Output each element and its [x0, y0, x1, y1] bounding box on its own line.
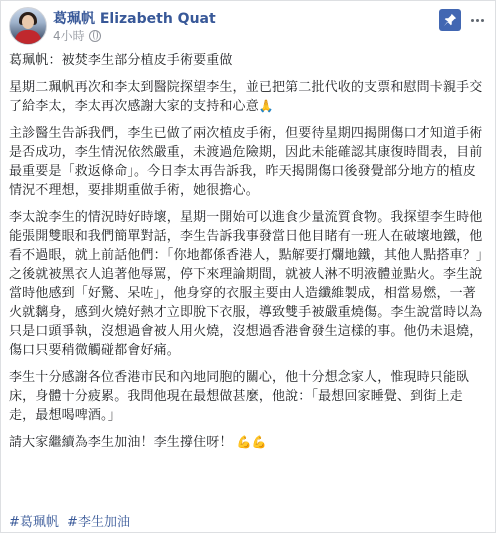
author-avatar[interactable]	[9, 7, 47, 45]
pin-icon	[443, 13, 457, 27]
post-meta	[53, 27, 101, 44]
post-headline: 葛珮帆：被焚李生部分植皮手術要重做	[9, 53, 233, 68]
author-name[interactable]: 葛珮帆 Elizabeth Quat	[53, 11, 216, 27]
post-header	[9, 7, 487, 43]
pin-button[interactable]	[439, 9, 461, 31]
post-paragraph: 李生十分感謝各位香港市民和內地同胞的關心，他十分想念家人，惟現時只能臥床，身體十分疲累。我問他現在最想做甚麼，他說：「最想回家睡覺、到街上走走，最想喝啤酒。」	[9, 370, 470, 423]
hashtag-link[interactable]: #李生加油	[67, 515, 130, 530]
post-paragraph: 李太說李生的情況時好時壞，星期一開始可以進食少量流質食物。我探望李生時他能張開雙眼和我們簡單對話，李生告訴我事發當日他目睹有一班人在破壞地鐵，他看不過眼，就上前話他們：「你地都係香港人，點解要打爛地鐵，其他人點搭車？」之後就被黑衣人追著他辱罵，停下來理論期間，就被人淋不明液體並點火。李生說當時他感到「好驚、呆咗」，他身穿的衣服主要由人造纖維製成，相當易燃，一著火就黐身，感到火燒好熱才立即脫下衣服，導致雙手被嚴重燒傷。李生說當時以為只是口頭爭執，沒想過會被人用火燒，沒想過香港會發生這樣的事。他仍未退燒，傷口只要稍微觸碰都會好痛。	[9, 210, 483, 358]
more-icon	[471, 19, 474, 22]
hashtag-row	[9, 511, 134, 530]
more-options-button[interactable]	[467, 11, 487, 29]
globe-icon	[89, 30, 101, 42]
post-timestamp[interactable]: 4小時	[53, 29, 85, 43]
post-paragraph: 請大家繼續為李生加油！李生撐住呀！ 💪💪	[9, 435, 267, 450]
post-paragraph: 星期二珮帆再次和李太到醫院探望李生，並已把第二批代收的支票和慰問卡親手交了給李太，李太再次感謝大家的支持和心意🙏	[9, 80, 483, 114]
post-body	[9, 51, 487, 460]
post-paragraph: 主診醫生告訴我們，李生已做了兩次植皮手術，但要待星期四揭開傷口才知道手術是否成功，李生情況依然嚴重，未渡過危險期，因此未能確認其康復時間表，目前最重要是「救返條命」。今日李太再告訴我，昨天揭開傷口後發覺部分地方的植皮情況不理想，要排期重做手術，她很擔心。	[9, 126, 483, 198]
pray-emoji: 🙏	[258, 99, 274, 113]
hashtag-link[interactable]: #葛珮帆	[9, 515, 59, 530]
muscle-emoji: 💪💪	[236, 435, 267, 449]
